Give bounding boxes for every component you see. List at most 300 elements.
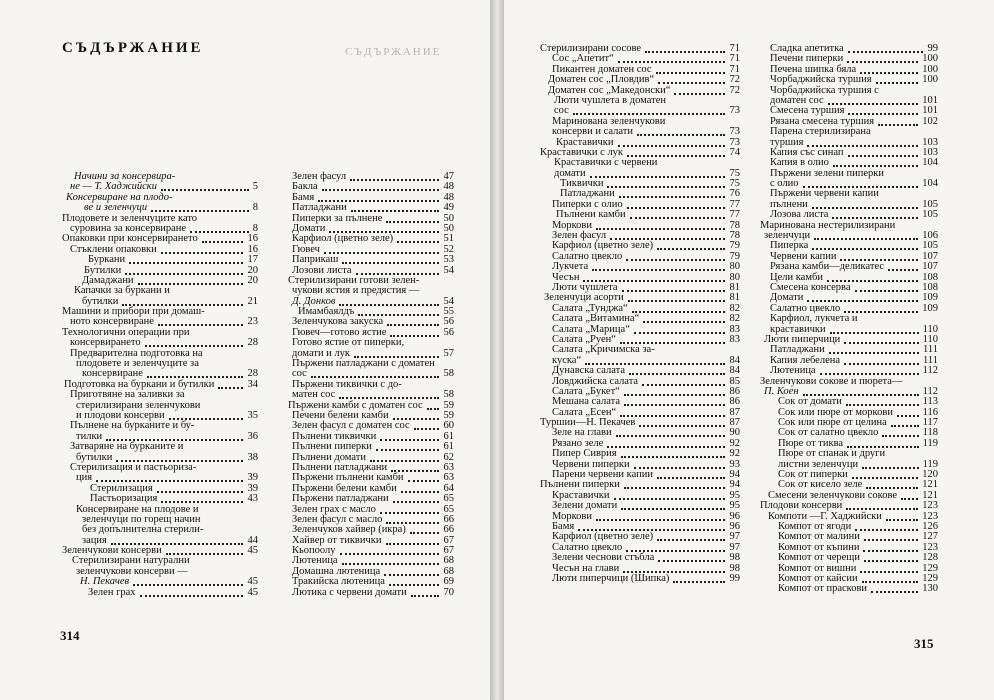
toc-entry [760,75,938,85]
toc-entry-page: 47 [443,171,454,182]
toc-entry-title: Тракийска лютеница [292,576,385,588]
toc-entry-page: 21 [247,295,258,307]
toc-dot-leader [645,51,725,53]
toc-entry [288,203,454,213]
toc-dot-leader [324,252,439,254]
toc-entry-title: Зеленчукови сокове и пюрета— [760,375,903,387]
toc-entry-page: 87 [729,417,740,429]
toc-entry-title: Люти пиперчици (Шипка) [552,572,670,584]
toc-entry-title: Сок от салатно цвекло [778,427,879,439]
toc-dot-leader [393,501,439,503]
toc-entry-page: 39 [247,472,258,484]
toc-entry-title: Хайвер от тиквички [292,534,382,546]
toc-entry-title: Смесена консерва [770,281,851,293]
toc-entry-title: зация [82,534,107,546]
toc-dot-leader [674,93,725,95]
toc-dot-leader [673,581,725,583]
toc-entry-page: 60 [443,420,454,432]
toc-entry-title: матен сос [292,389,336,401]
toc-dot-leader [657,248,725,250]
toc-entry-title: Люти пиперчици [764,333,841,345]
toc-dot-leader [190,231,249,233]
toc-entry-title: Бакла [292,181,318,193]
toc-entry-title: Капия в олио [770,157,829,169]
toc-dot-leader [844,363,919,365]
toc-entry-title: Салата „Кричимска за- [552,344,655,356]
toc-dot-leader [339,397,439,399]
toc-entry-title: Приготвяне на заливки за [70,389,185,401]
toc-dot-leader [590,176,725,178]
toc-entry-title: Карфиол (цветно зеле) [552,531,654,543]
toc-entry-title: Салата „Тунджа“ [552,302,628,314]
toc-entry-page: 35 [247,409,258,421]
toc-dot-leader [384,574,439,576]
toc-entry-title: Лукчета [552,261,589,273]
toc-entry-page: 59 [443,399,454,411]
toc-entry-title: стерилизирани зеленчукови [76,399,201,411]
toc-entry [62,494,258,504]
toc-entry-page: 50 [443,212,454,224]
toc-entry-title: бутилки [82,295,119,307]
toc-entry-page: 90 [729,427,740,439]
toc-entry-title: Зелени чеснови стъбла [552,552,655,564]
toc-entry-title: Подготовка на буркани и бутилки [64,378,215,390]
toc-entry-page: 48 [443,191,454,203]
toc-entry-page: 119 [922,437,938,449]
toc-dot-leader [862,467,919,469]
toc-entry-page: 113 [922,396,938,408]
toc-entry-page: 129 [922,572,938,584]
toc-entry-page: 83 [729,323,740,335]
toc-dot-leader [151,210,249,212]
toc-entry-page: 109 [922,292,938,304]
toc-entry-page: 38 [247,451,258,463]
toc-entry-title: Лютика с червени домати [292,586,407,598]
toc-entry-page: 45 [247,545,258,557]
toc-dot-leader [621,456,725,458]
toc-entry-page: 117 [922,417,938,429]
toc-entry-page: 112 [922,385,938,397]
toc-entry [760,127,938,137]
toc-entry-title: бутилки [76,451,113,463]
toc-entry-title: суровина за консервиране [70,222,187,234]
toc-dot-leader [614,498,725,500]
toc-dot-leader [140,595,243,597]
toc-dot-leader [878,124,918,126]
toc-entry-page: 69 [443,576,454,588]
toc-entry-page: 65 [443,493,454,505]
toc-dot-leader [596,519,725,521]
toc-dot-leader [619,196,725,198]
toc-entry-title: Доматен сос „Пловдив“ [548,74,655,86]
toc-entry-page: 70 [443,586,454,598]
toc-entry-title: Начини за консервира- [74,171,176,182]
toc-entry [288,359,454,369]
toc-entry [540,553,740,563]
toc-entry-title: Карфиол, лукчета и [770,313,858,325]
toc-entry-page: 101 [922,105,938,117]
toc-entry-title: Пълнене на бурканите и бу- [70,420,195,432]
toc-entry-title: Пълнени пиперки [540,479,620,491]
toc-entry [540,314,740,324]
toc-entry-page: 64 [443,482,454,494]
toc-entry-page: 80 [729,271,740,283]
toc-entry-title: Пържени тиквички с до- [292,378,402,390]
toc-entry-title: Имамбаялдъ [298,306,355,318]
toc-entry-title: Пържени червени капии [770,188,879,200]
toc-dot-leader [847,61,918,63]
toc-dot-leader [886,519,918,521]
toc-dot-leader [620,415,725,417]
toc-entry-page: 50 [443,222,454,234]
toc-dot-leader [855,529,918,531]
toc-entry-title: Компот от ягоди [778,520,852,532]
toc-entry-page: 123 [922,510,938,522]
toc-dot-leader [657,477,725,479]
toc-dot-leader [157,491,243,493]
toc-entry-title: Зеленчуци асорти [544,292,624,304]
toc-entry-title: Краставички [556,136,614,148]
toc-entry-title: Бамя [292,191,315,203]
toc-entry [288,255,454,265]
toc-entry-page: 61 [443,430,454,442]
toc-dot-leader [882,435,919,437]
toc-dot-leader [411,595,439,597]
toc-entry-title: Домати [770,292,804,304]
contents-heading: СЪДЪРЖАНИЕ [62,40,204,56]
toc-entry-page: 61 [443,441,454,453]
toc-dot-leader [340,553,439,555]
toc-entry-page: 59 [443,409,454,421]
toc-entry-title: Рязана камби—деликатес [770,261,885,273]
toc-entry-title: Плодовете и зеленчуците като [62,212,198,224]
toc-entry-page: 129 [922,562,938,574]
toc-entry-title: Лютеница [292,555,338,567]
toc-dot-leader [380,512,439,514]
toc-entry-title: Салатно цвекло [552,541,623,553]
toc-entry-page: 93 [729,458,740,470]
toc-dot-leader [626,259,725,261]
toc-entry-title: Червени пиперки [552,458,630,470]
toc-entry-page: 78 [729,230,740,242]
toc-dot-leader [618,145,725,147]
toc-entry-title: сос [292,368,307,380]
toc-entry-page: 111 [923,344,938,356]
toc-entry-title: туршия [770,136,804,148]
toc-entry-page: 98 [729,562,740,574]
toc-entry-title: Зелен фасул [292,171,347,182]
toc-entry-title: Консервиране на плодо- [66,191,173,203]
toc-entry-page: 43 [247,493,258,505]
toc-entry-page: 104 [922,178,938,190]
toc-entry-title: домати [554,167,586,179]
toc-entry-page: 81 [729,292,740,304]
toc-entry-page: 51 [443,233,454,245]
toc-entry-page: 119 [922,458,938,470]
toc-entry-page: 97 [729,541,740,553]
toc-entry-page: 123 [922,541,938,553]
toc-dot-leader [628,300,725,302]
toc-entry-title: Затваряне на бурканите и [70,441,184,453]
toc-entry-page: 56 [443,326,454,338]
toc-entry-page: 106 [922,230,938,242]
toc-entry-page: 87 [729,406,740,418]
toc-entry-page: 48 [443,181,454,193]
toc-dot-leader [814,238,918,240]
toc-dot-leader [161,189,249,191]
toc-entry-page: 63 [443,472,454,484]
toc-entry-page: 76 [729,188,740,200]
toc-entry-title: Чесън [552,271,580,283]
toc-dot-leader [218,387,243,389]
toc-entry-title: Салатно цвекло [770,302,841,314]
toc-entry-title: сос [554,105,569,117]
toc-entry-title: без допълнителна стерили- [82,524,204,536]
toc-entry-page: 107 [922,250,938,262]
toc-entry-page: 67 [443,545,454,557]
toc-entry-title: доматен сос [770,94,824,106]
toc-entry-title: П. Коен [764,385,799,397]
toc-dot-leader [145,345,243,347]
toc-entry-page: 82 [729,313,740,325]
toc-entry-page: 72 [729,74,740,86]
toc-entry-page: 92 [729,437,740,449]
toc-column-1 [62,172,258,598]
toc-entry [540,574,740,584]
toc-entry-title: Патладжани [560,188,615,200]
toc-entry-title: Моркови [552,219,592,231]
toc-entry-page: 16 [247,233,258,245]
toc-entry-title: Паприкаш [292,254,339,266]
toc-entry-page: 65 [443,503,454,515]
toc-entry-title: тилки [76,430,103,442]
toc-entry-title: Д. Донков [292,295,336,307]
book-gutter [490,0,504,700]
toc-entry-title: Туршии—Н. Пекачев [540,417,636,429]
toc-entry [540,96,740,106]
toc-dot-leader [161,501,243,503]
toc-entry-title: Компоти —Г. Хаджийски [768,510,882,522]
toc-dot-leader [643,321,725,323]
left-page [0,0,490,700]
toc-dot-leader [389,584,439,586]
toc-dot-leader [622,290,725,292]
toc-entry-page: 110 [922,333,938,345]
toc-entry-title: и плодови консерви [76,409,165,421]
toc-entry-title: Парени червени капии [552,469,653,481]
toc-entry-title: Салата „Букет“ [552,385,620,397]
toc-column-2 [288,172,454,598]
toc-entry [288,494,454,504]
toc-entry-page: 73 [729,105,740,117]
toc-entry-page: 112 [922,365,938,377]
toc-entry [540,75,740,85]
toc-dot-leader [414,428,439,430]
toc-dot-leader [624,394,725,396]
toc-dot-leader [871,591,918,593]
toc-entry-page: 98 [729,552,740,564]
toc-entry-page: 54 [443,295,454,307]
toc-entry [540,127,740,137]
toc-entry-page: 67 [443,534,454,546]
toc-entry-page: 95 [729,489,740,501]
toc-entry-page: 99 [927,43,938,54]
toc-entry-title: Бутилки [84,264,122,276]
toc-dot-leader [427,408,439,410]
toc-entry [760,366,938,376]
toc-dot-leader [830,332,919,334]
toc-entry [62,588,258,598]
toc-entry-page: 105 [922,198,938,210]
toc-entry-page: 100 [922,74,938,86]
toc-dot-leader [891,425,919,427]
toc-dot-leader [410,532,439,534]
toc-dot-leader [876,82,918,84]
toc-entry-title: Салата „Руен“ [552,333,616,345]
toc-entry-title: Цели камби [770,271,823,283]
toc-dot-leader [862,581,918,583]
toc-entry-title: не — Т. Хаджийски [70,181,157,193]
toc-entry-page: 95 [729,500,740,512]
toc-entry-page: 77 [729,209,740,221]
toc-entry-page: 71 [729,53,740,65]
toc-entry-title: ция [76,472,93,484]
toc-entry-page: 83 [729,333,740,345]
toc-entry-title: Домашна лютеница [292,565,381,577]
toc-dot-leader [846,404,919,406]
toc-entry-page: 96 [729,520,740,532]
toc-entry-title: пълнени [770,198,808,210]
toc-entry-title: Тиквички [560,178,604,190]
toc-entry-page: 75 [729,167,740,179]
toc-entry-title: Плодови консерви [760,500,843,512]
toc-entry-title: Бамя [552,520,575,532]
toc-entry-title: Зелен грах [88,586,136,598]
toc-entry-page: 110 [922,323,938,335]
toc-entry-page: 121 [922,489,938,501]
toc-entry-title: Пастьоризация [90,493,158,505]
toc-entry-title: Сок или пюре от целина [778,417,887,429]
toc-entry-title: Опаковки при консервирането [62,233,198,245]
toc-entry-title: Пържени патладжани [292,493,389,505]
toc-entry-title: Смесена туршия [770,105,845,117]
toc-dot-leader [864,560,918,562]
toc-entry-page: 53 [443,254,454,266]
toc-entry-page: 102 [922,115,938,127]
toc-entry-title: Стерилизирани натурални [72,555,190,567]
toc-entry-title: Патладжани [292,202,347,214]
toc-entry-title: листни зеленчуци [778,458,859,470]
toc-dot-leader [820,373,919,375]
toc-dot-leader [350,179,439,181]
toc-dot-leader [829,352,919,354]
toc-entry-title: Сок от кисело зеле [778,479,863,491]
toc-entry-title: плодовете и зеленчуците за [76,358,199,370]
toc-column-3 [540,44,740,584]
toc-dot-leader [624,487,725,489]
toc-dot-leader [386,221,439,223]
toc-entry-title: Лозови листа [292,264,352,276]
toc-entry-title: Печени белени камби [292,409,389,421]
toc-entry-title: Стерилизация и пастьориза- [70,461,197,473]
toc-entry [760,314,938,324]
toc-entry-title: Пържени патладжани с доматен [292,358,435,370]
toc-entry-page: 97 [729,531,740,543]
toc-entry-title: Капия със синап [770,146,844,158]
toc-entry [288,588,454,598]
toc-entry-title: Компот от черещи [778,552,861,564]
toc-entry-title: Пиперка [770,240,809,252]
bleed-through-heading: СЪДЪРЖАНИЕ [345,46,442,58]
toc-entry-title: Пипер Сиврия [552,448,617,460]
toc-dot-leader [656,72,725,74]
toc-dot-leader [397,241,439,243]
right-page [504,0,994,700]
toc-dot-leader [848,51,923,53]
toc-entry-page: 84 [729,365,740,377]
toc-entry-title: Компот от кайсии [778,572,858,584]
toc-entry-title: Пълнени тиквички [292,430,377,442]
toc-entry-title: Пържени зелени пиперки [770,167,884,179]
toc-entry-title: Капачки за буркани и [74,285,170,297]
toc-entry-title: Салата „Есен“ [552,406,617,418]
toc-entry-page: 66 [443,524,454,536]
toc-entry-title: Сок от пиперки [778,469,848,481]
toc-dot-leader [630,217,725,219]
toc-dot-leader [386,543,439,545]
toc-entry-title: ве и зеленчуци [84,202,148,214]
toc-entry-page: 58 [443,368,454,380]
toc-entry-title: Зеле на глави [552,427,612,439]
toc-entry-title: Доматен сос „Македонски“ [548,84,671,96]
toc-entry-page: 111 [923,354,938,366]
toc-entry-page: 34 [247,378,258,390]
toc-entry-title: Пиперки за пълнене [292,212,383,224]
toc-entry-title: Смесени зеленчукови сокове [768,489,898,501]
toc-entry-page: 94 [729,469,740,481]
toc-dot-leader [408,480,439,482]
toc-entry-title: Чорбаджийска туршия [770,74,872,86]
toc-entry-page: 105 [922,240,938,252]
toc-entry-title: Сок или пюре от моркови [778,406,893,418]
toc-entry-title: Зелен фасул с доматен сос [292,420,410,432]
toc-entry-page: 82 [729,302,740,314]
toc-dot-leader [342,262,439,264]
toc-entry-title: Патладжани [770,344,825,356]
toc-entry-page: 118 [922,427,938,439]
toc-entry-title: Н. Пекачев [80,576,130,588]
toc-entry-page: 20 [247,264,258,276]
toc-entry-title: зеленчуци по горещ начин [82,513,201,525]
toc-entry-title: Пълнени пиперки [292,441,372,453]
toc-dot-leader [401,491,439,493]
toc-dot-leader [846,508,918,510]
toc-entry-title: Зеленчуков хайвер (икра) [292,524,406,536]
toc-entry-page: 92 [729,448,740,460]
toc-entry-page: 28 [247,368,258,380]
toc-entry-title: Сок от домати [778,396,842,408]
toc-entry-title: Технологични операции при [62,326,190,338]
toc-entry-title: с олио [770,178,799,190]
toc-entry-page: 36 [247,430,258,442]
toc-dot-leader [627,207,725,209]
toc-dot-leader [848,155,918,157]
toc-entry-title: Пълнени домати [292,451,366,463]
toc-entry-title: Чорбаджийска туршия с [770,84,879,96]
toc-entry-page: 79 [729,250,740,262]
toc-entry-title: Пържени пълнени камби [292,472,404,484]
toc-entry-page: 108 [922,271,938,283]
